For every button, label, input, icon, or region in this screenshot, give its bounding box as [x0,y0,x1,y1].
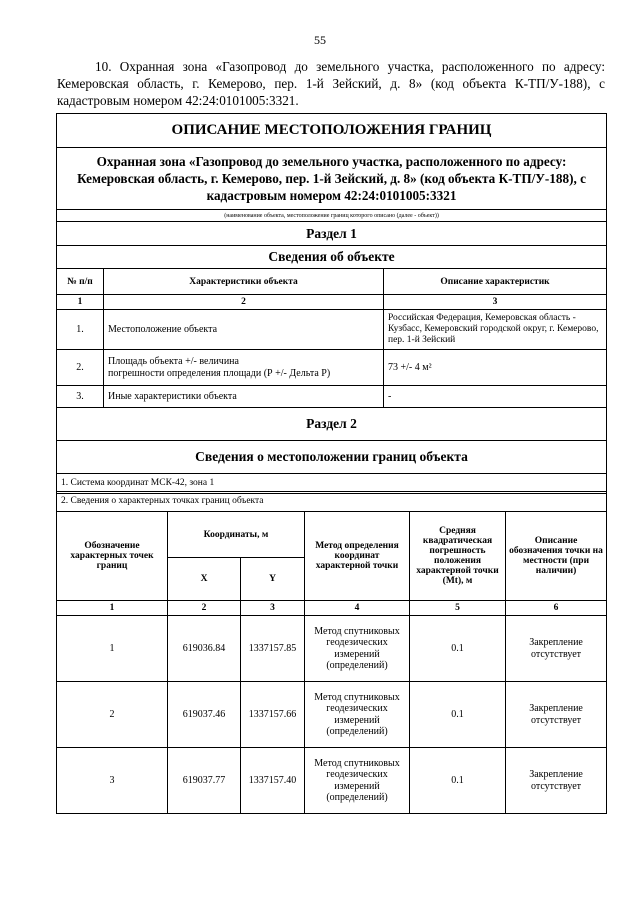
point-error: 0.1 [410,616,506,682]
col-num-header: № п/п [57,269,104,295]
error-header: Средняя квадратическая погрешность положения характерной точки (Mt), м [410,512,506,601]
x-header: X [168,558,241,601]
coords-header: Координаты, м [168,512,305,558]
col-index: 5 [410,601,506,616]
section2-subtitle: Сведения о местоположении границ объекта [57,441,607,474]
point-descr: Закрепление отсутствует [506,616,607,682]
row-description: Российская Федерация, Кемеровская область - Кузбасс, Кемеровский городской округ, г. Кемерово, пер. 1-й Зейский [384,310,607,350]
coord-system: 1. Система координат МСК-42, зона 1 [57,474,607,494]
table-row [57,350,607,386]
col-char-header: Характеристики объекта [104,269,384,295]
point-x: 619036.84 [168,616,241,682]
row-characteristic: Местоположение объекта [104,310,384,350]
table-row [57,616,607,682]
point-y: 1337157.85 [241,616,305,682]
point-x: 619037.77 [168,748,241,814]
boundary-points-table [56,491,607,814]
table-row [57,682,607,748]
row-number: 2. [57,350,104,386]
object-info-table [56,113,607,494]
row-characteristic-line1: Площадь объекта +/- величина [108,355,239,367]
col-index: 2 [104,295,384,310]
table-row [57,748,607,814]
point-y: 1337157.66 [241,682,305,748]
col-index: 2 [168,601,241,616]
col-index: 6 [506,601,607,616]
point-method: Метод спутниковых геодезических измерений (определений) [305,682,410,748]
doc-title: ОПИСАНИЕ МЕСТОПОЛОЖЕНИЯ ГРАНИЦ [57,114,607,148]
intro-paragraph: 10. Охранная зона «Газопровод до земельного участка, расположенного по адресу: Кемеровская область, г. Кемерово, пер. 1-й Зейский, д. 8» (код объекта К-ТП/У-188), с кадастровым номером 42:24:0101005:3321. [57,59,605,108]
col-desc-header: Описание характеристик [384,269,607,295]
y-header: Y [241,558,305,601]
row-description: - [384,386,607,408]
point-descr: Закрепление отсутствует [506,682,607,748]
row-description: 73 +/- 4 м² [384,350,607,386]
section1-title: Раздел 1 [57,222,607,246]
point-method: Метод спутниковых геодезических измерений (определений) [305,616,410,682]
object-caption: (наименование объекта, местоположение границ которого описано (далее - объект)) [57,210,607,222]
col-index: 1 [57,295,104,310]
point-method: Метод спутниковых геодезических измерений (определений) [305,748,410,814]
point-id: 3 [57,748,168,814]
point-id: 2 [57,682,168,748]
table-row [57,386,607,408]
row-number: 1. [57,310,104,350]
method-header: Метод определения координат характерной точки [305,512,410,601]
col-index: 3 [241,601,305,616]
point-id: 1 [57,616,168,682]
section1-subtitle: Сведения об объекте [57,246,607,269]
col-index: 4 [305,601,410,616]
descr-header: Описание обозначения точки на местности (при наличии) [506,512,607,601]
row-characteristic-line2: погрешности определения площади (Р +/- Дельта Р) [108,367,331,379]
row-characteristic: Иные характеристики объекта [104,386,384,408]
col-index: 3 [384,295,607,310]
page-number: 55 [314,33,326,47]
point-error: 0.1 [410,748,506,814]
point-error: 0.1 [410,682,506,748]
point-descr: Закрепление отсутствует [506,748,607,814]
section2-title: Раздел 2 [57,408,607,441]
object-name: Охранная зона «Газопровод до земельного участка, расположенного по адресу: Кемеровская область, г. Кемерово, пер. 1-й Зейский, д. 8» (код объекта К-ТП/У-188), с кадастровым номером 42:24:0101005:3321 [57,148,607,210]
point-x: 619037.46 [168,682,241,748]
point-y: 1337157.40 [241,748,305,814]
row-number: 3. [57,386,104,408]
designation-header: Обозначение характерных точек границ [57,512,168,601]
col-index: 1 [57,601,168,616]
table-row [57,310,607,350]
points-caption: 2. Сведения о характерных точках границ объекта [57,492,607,512]
